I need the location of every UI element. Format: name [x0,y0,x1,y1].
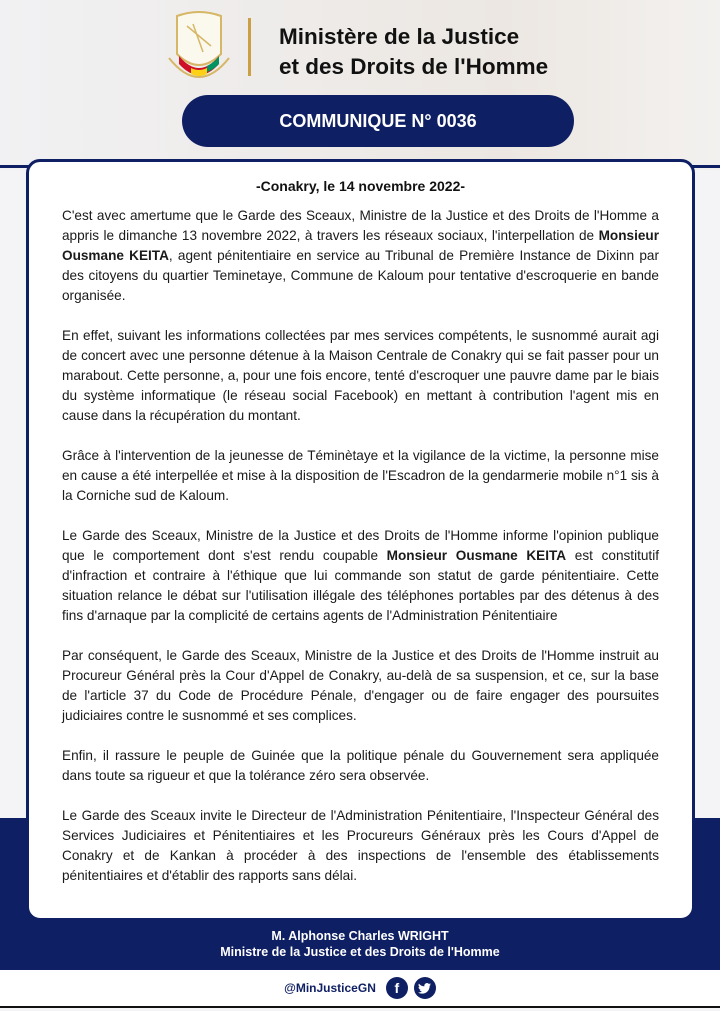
divider [248,18,251,76]
communique-number: COMMUNIQUE N° 0036 [182,95,574,147]
title-line-1: Ministère de la Justice [279,24,520,49]
paragraph-5: Par conséquent, le Garde des Sceaux, Ministre de la Justice et des Droits de l'Homme instruit au Procureur Général près la Cour d'Appel de Conakry, au-delà de sa suspension, et ce, sur la base de l'article 37 du Code de Procédure Pénale, d'engager ou de faire engager des poursuites judiciaires contre le susnommé et ses complices. [62,648,659,723]
text: , agent pénitentiaire en service au Tribunal de Première Instance de Dixinn par des citoyens du quartier Teminetaye, Commune de Kaloum pour tentative d'escroquerie en bande organisée. [62,248,659,303]
title-line-2: et des Droits de l'Homme [279,54,549,79]
ministry-title [279,22,548,82]
guinea-coat-of-arms-logo [163,6,235,88]
text: Le Garde des Sceaux, Ministre de la Justice et des Droits de l'Homme informe l'opinion publique que le comportement dont s'est rendu coupable [62,528,659,563]
signatory-role: Ministre de la Justice et des Droits de l'Homme [220,945,500,959]
person-name: Monsieur Ousmane KEITA [62,228,659,263]
communique-body [26,159,695,921]
signatory-name: M. Alphonse Charles WRIGHT [271,929,449,943]
person-name: Monsieur Ousmane KEITA [386,548,567,563]
twitter-icon[interactable] [414,977,436,999]
social-footer [0,970,720,1008]
text: est constitutif d'infraction et contraire à l'éthique que lui commande son statut de garde pénitentiaire. Cette situation relance le débat sur l'utilisation illégale des téléphones portables par des détenus à des fins d'arnaque par la complicité de certains agents de l'Administration Pénitentiaire [62,548,660,623]
signature [0,928,720,960]
paragraph-3: Grâce à l'intervention de la jeunesse de Téminètaye et la vigilance de la victime, la personne mise en cause a été interpellée et mise à la disposition de l'Escadron de la gendarmerie mobile n°1 sis à la Corniche sud de Kaloum. [62,448,659,503]
paragraph-2: En effet, suivant les informations collectées par mes services compétents, le susnommé aurait agi de concert avec une personne détenue à la Maison Centrale de Conakry qui se fait passer pour un marabout. Cette personne, a, pour une fois encore, tenté d'escroquer une pauvre dame par le biais du système informatique (le réseau social Facebook) en mettant à contribution l'agent mis en cause dans la récupération du montant. [62,328,659,423]
paragraph-7: Le Garde des Sceaux invite le Directeur de l'Administration Pénitentiaire, l'Inspecteur Général des Services Judiciaires et Pénitentiaires et les Procureurs Généraux près les Cours d'Appel de Conakry et de Kankan à procéder à des inspections de l'ensemble des établissements pénitentiaires et d'établir des rapports sans délai. [62,808,659,883]
paragraph-6: Enfin, il rassure le peuple de Guinée que la politique pénale du Gouvernement sera appliquée dans toute sa rigueur et que la tolérance zéro sera observée. [62,748,659,783]
social-handle[interactable]: @MinJusticeGN [284,981,376,995]
date-line: -Conakry, le 14 novembre 2022- [255,178,466,194]
paragraph-4 [62,526,659,626]
text: C'est avec amertume que le Garde des Sceaux, Ministre de la Justice et des Droits de l'Homme a appris le dimanche 13 novembre 2022, à travers les réseaux sociaux, l'interpellation de [62,208,659,243]
paragraph-1 [62,206,659,306]
facebook-icon[interactable]: f [386,977,408,999]
